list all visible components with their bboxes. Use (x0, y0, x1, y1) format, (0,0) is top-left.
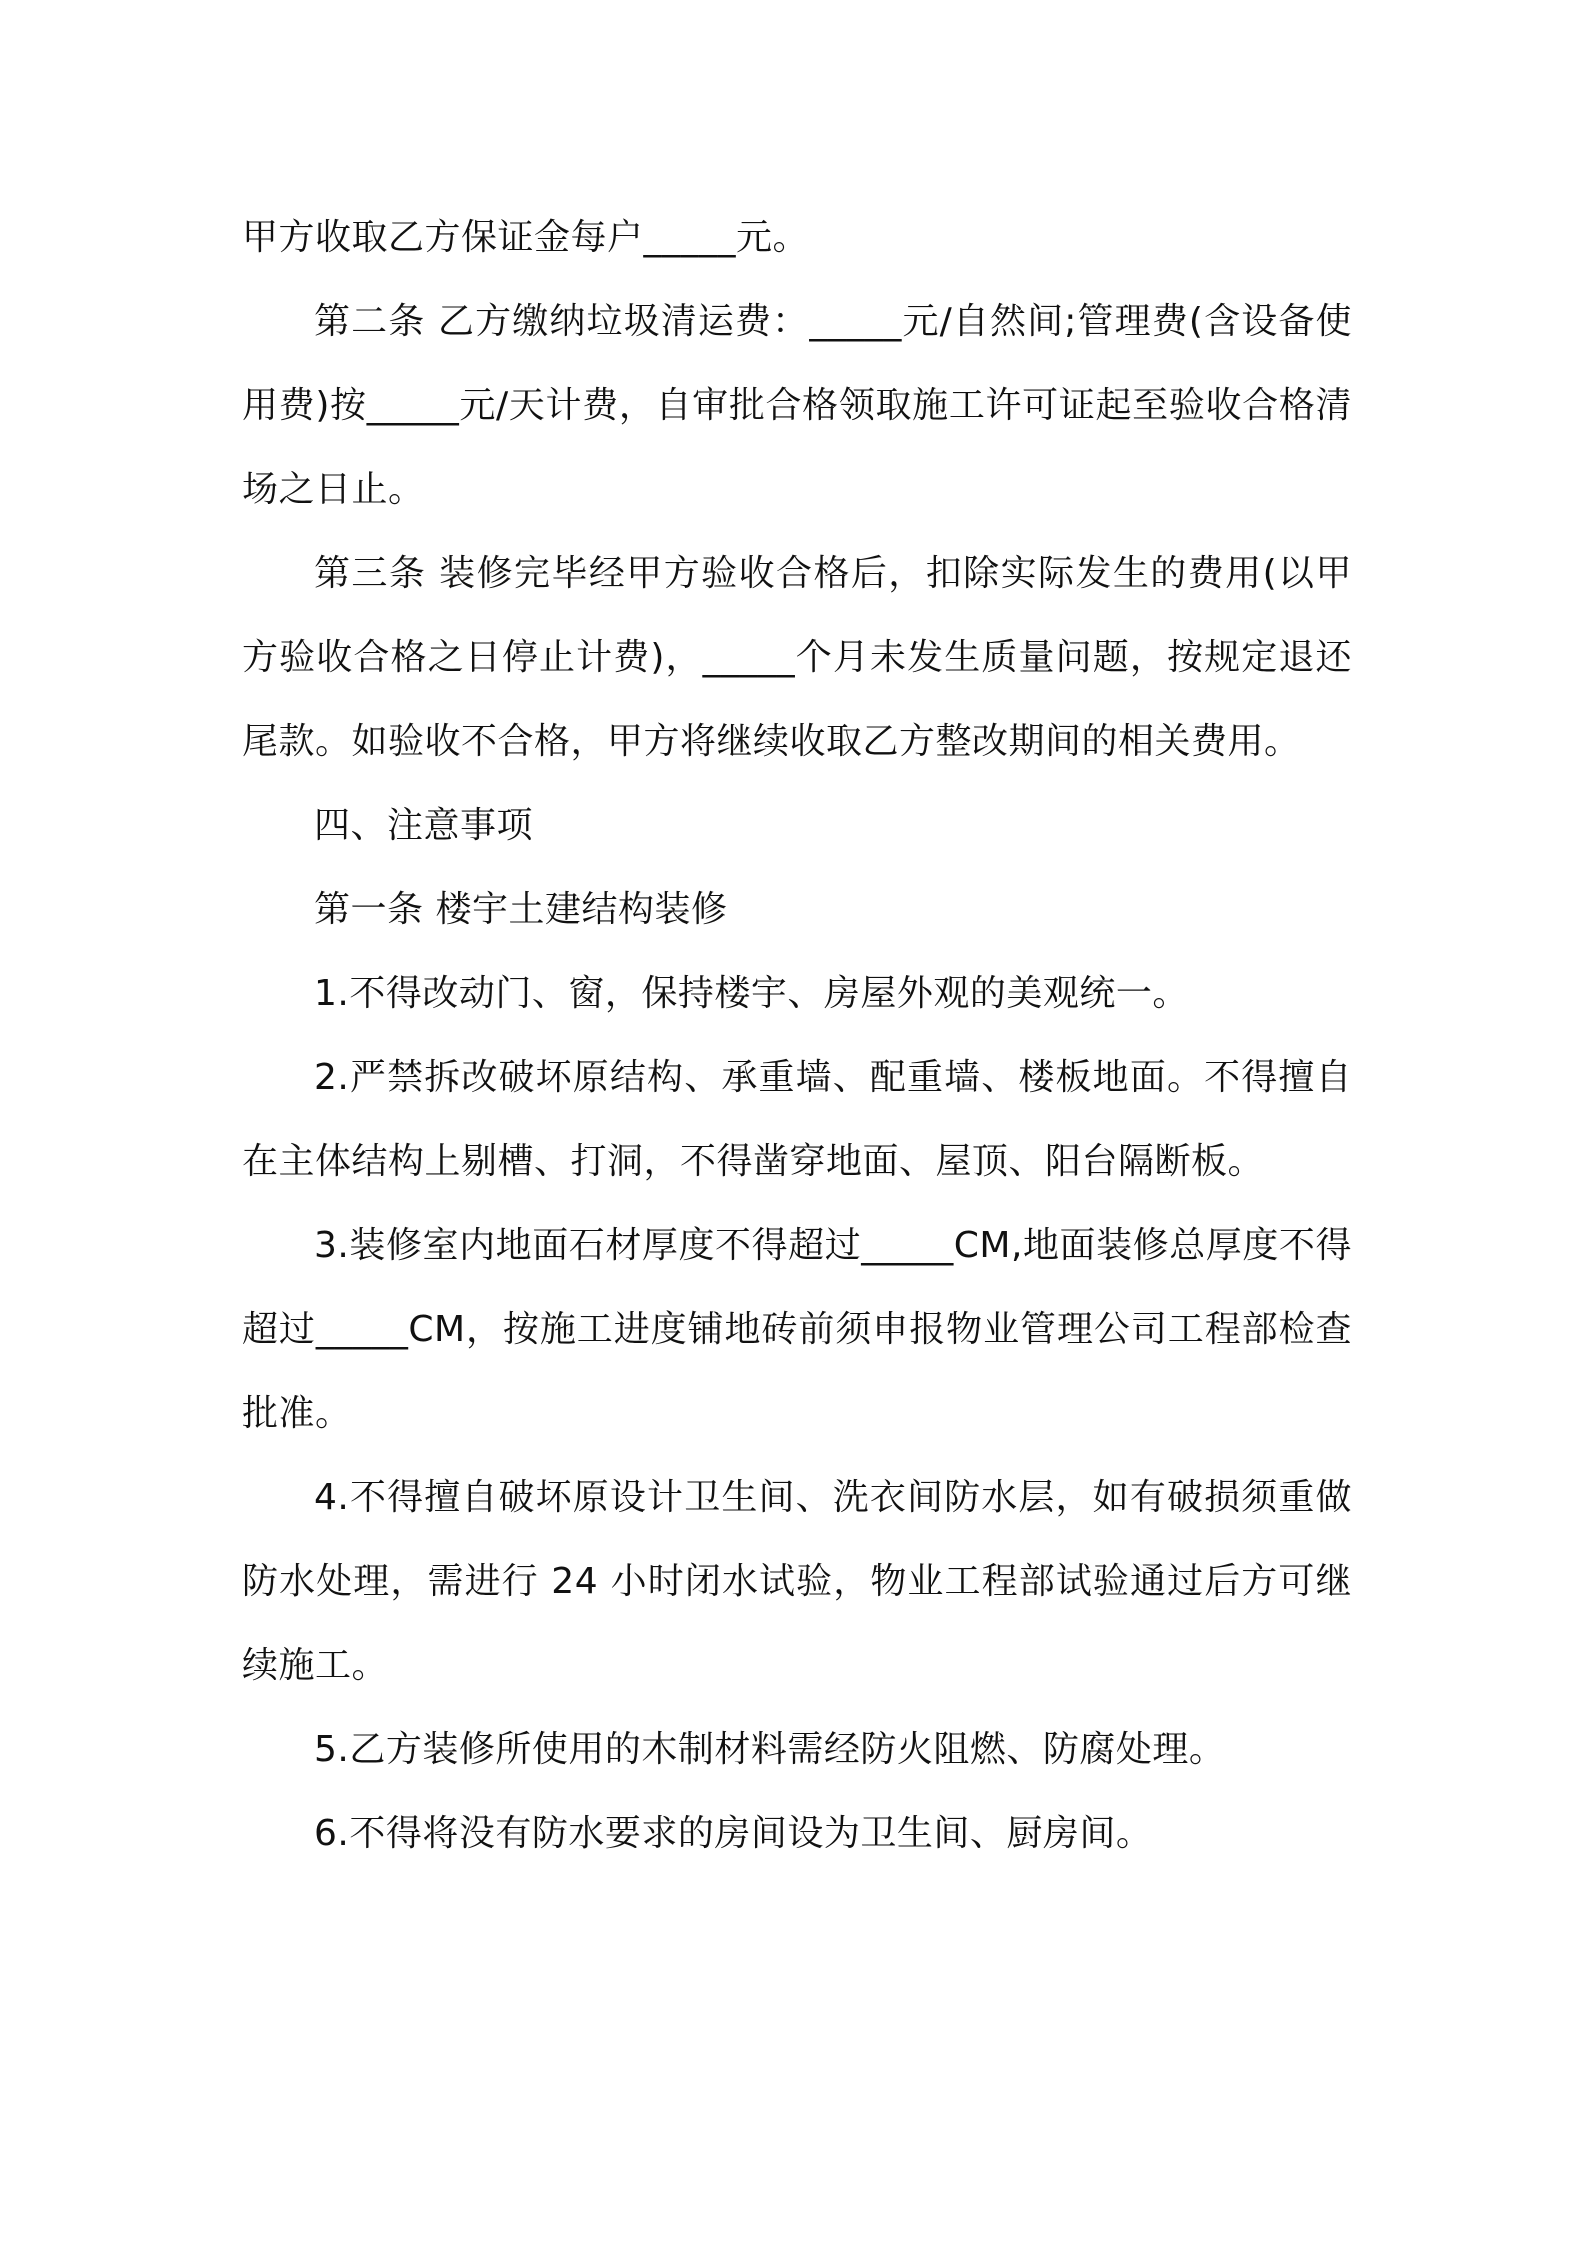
rule-item-2: 2.严禁拆改破坏原结构、承重墙、配重墙、楼板地面。不得擅自在主体结构上剔槽、打洞，不得凿穿地面、屋顶、阳台隔断板。 (242, 1057, 1352, 1182)
rule-item-5: 5.乙方装修所使用的木制材料需经防火阻燃、防腐处理。 (314, 1729, 1226, 1770)
document-page (242, 196, 1352, 1876)
rule-item-6: 6.不得将没有防水要求的房间设为卫生间、厨房间。 (314, 1813, 1153, 1854)
article-heading-structure: 第一条 楼宇土建结构装修 (314, 889, 728, 930)
rule-item-4: 4.不得擅自破坏原设计卫生间、洗衣间防水层，如有破损须重做防水处理，需进行 24 小时闭水试验，物业工程部试验通过后方可继续施工。 (242, 1477, 1352, 1686)
paragraph-deposit: 甲方收取乙方保证金每户_____元。 (242, 217, 810, 258)
paragraph-article-2-fees: 第二条 乙方缴纳垃圾清运费：_____元/自然间;管理费(含设备使用费)按_____元/天计费，自审批合格领取施工许可证起至验收合格清场之日止。 (242, 301, 1352, 510)
rule-item-3: 3.装修室内地面石材厚度不得超过_____CM,地面装修总厚度不得超过_____CM，按施工进度铺地砖前须申报物业管理公司工程部检查批准。 (242, 1225, 1352, 1434)
section-heading-notes: 四、注意事项 (314, 805, 534, 846)
paragraph-article-3-refund: 第三条 装修完毕经甲方验收合格后，扣除实际发生的费用(以甲方验收合格之日停止计费)，_____个月未发生质量问题，按规定退还尾款。如验收不合格，甲方将继续收取乙方整改期间的相关费用。 (242, 553, 1352, 762)
rule-item-1: 1.不得改动门、窗，保持楼宇、房屋外观的美观统一。 (314, 973, 1189, 1014)
